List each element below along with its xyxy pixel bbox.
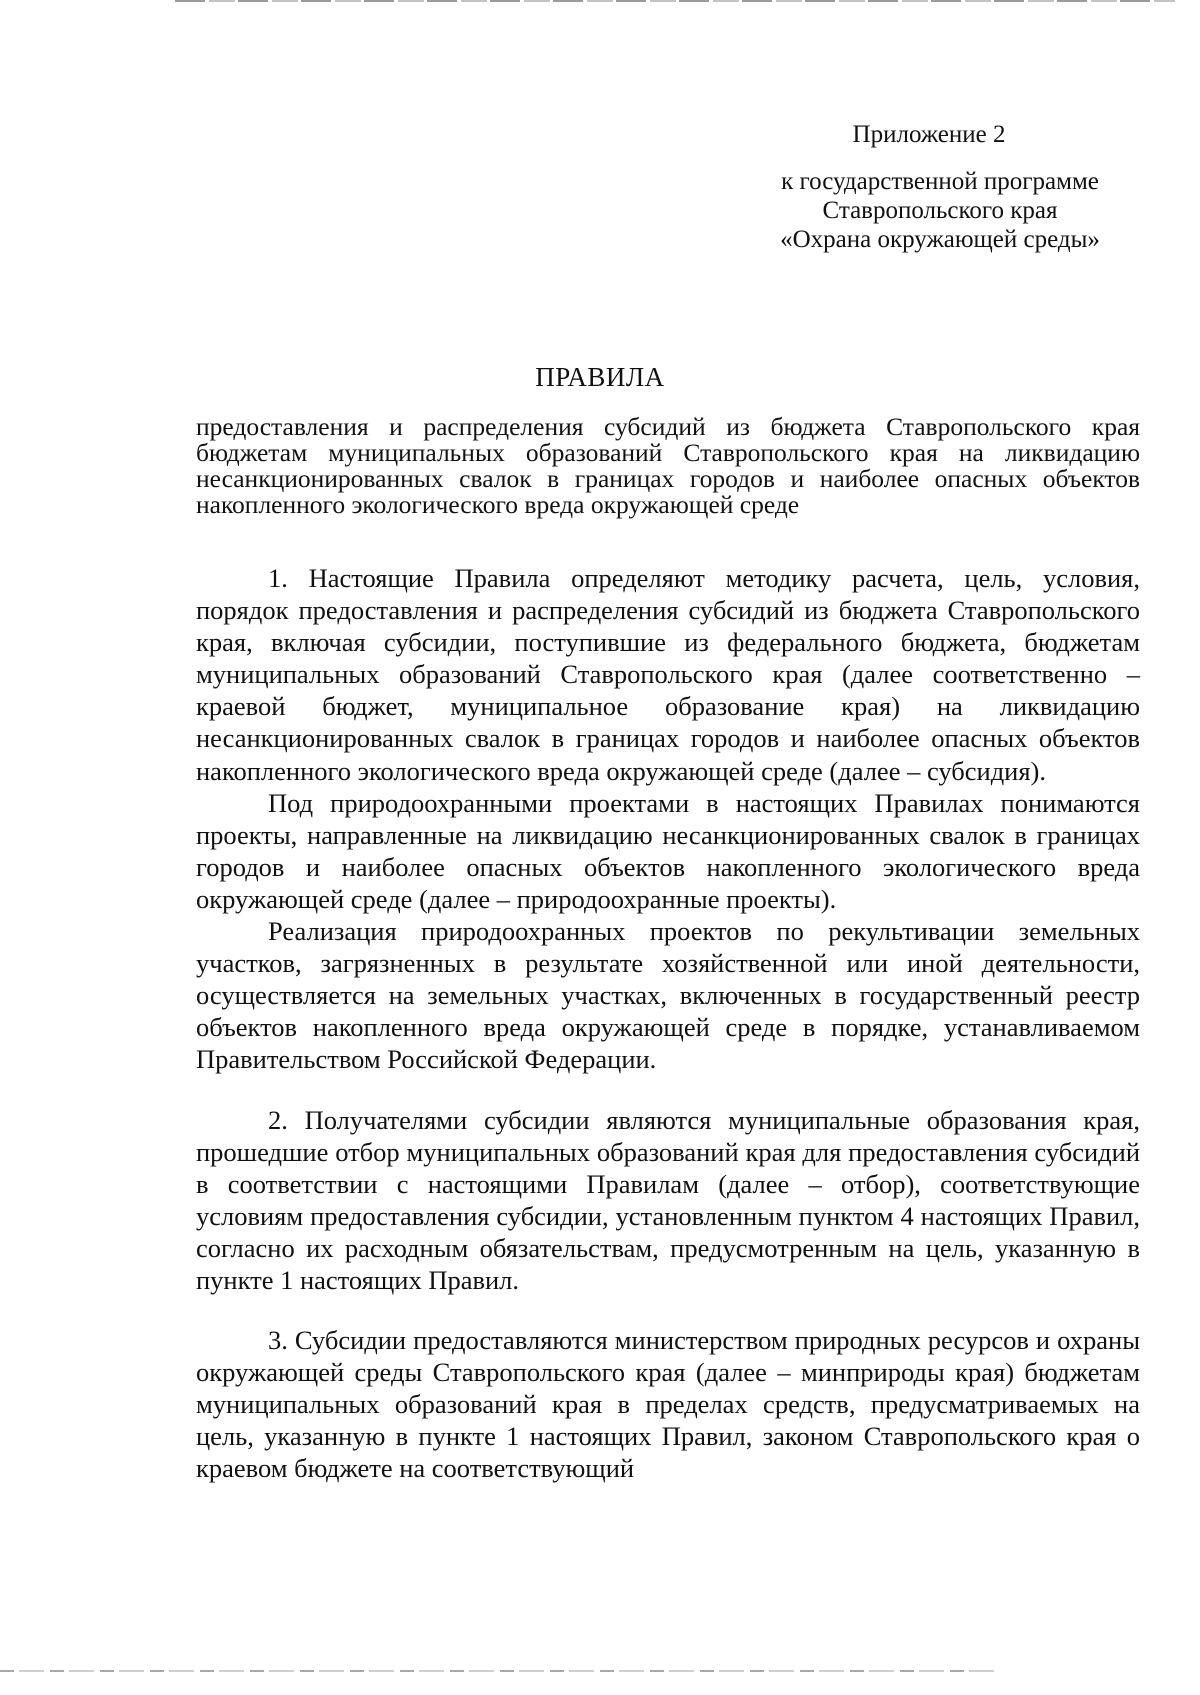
paragraph-4: 2. Получателями субсидии являются муниципальные образования края, прошедшие отбор муниципальных образований края для предоставления субсидий в соответствии с настоящими Правилам (далее – отбор), соответствующие условиям предоставления субсидии, установленным пунктом 4 настоящих Правил, согласно их расходным обязательствам, предусмотренным на цель, указанную в пункте 1 настоящих Правил. xyxy=(196,1104,1140,1295)
document-subtitle: предоставления и распределения субсидий из бюджета Ставропольского края бюджетам муниципальных образований Ставропольского края на ликвидацию несанкционированных свалок в границах городов и наиболее опасных объектов накопленного экологического вреда окружающей среде xyxy=(196,412,1140,519)
appendix-line-1: к государственной программе xyxy=(781,168,1099,195)
scan-artifact-top xyxy=(175,0,1175,2)
appendix-line-3: «Охрана окружающей среды» xyxy=(780,226,1100,253)
appendix-header xyxy=(760,120,1120,254)
appendix-title: Приложение 2 xyxy=(852,121,1006,148)
paragraph-1: 1. Настоящие Правила определяют методику расчета, цель, условия, порядок предоставления и распределения субсидий из бюджета Ставропольского края, включая субсидии, поступившие из федерального бюджета, бюджетам муниципальных образований Ставропольского края (далее соответственно – краевой бюджет, муниципальное образование края) на ликвидацию несанкционированных свалок в границах городов и наиболее опасных объектов накопленного экологического вреда окружающей среде (далее – субсидия). xyxy=(196,563,1140,786)
document-title: ПРАВИЛА xyxy=(535,362,665,392)
document-body xyxy=(196,562,1140,1485)
paragraph-5: 3. Субсидии предоставляются министерством природных ресурсов и охраны окружающей среды Ставропольского края (далее – минприроды края) бюджетам муниципальных образований края в пределах средств, предусматриваемых на цель, указанную в пункте 1 настоящих Правил, законом Ставропольского края о краевом бюджете на соответствующий xyxy=(196,1325,1140,1484)
paragraph-2: Под природоохранными проектами в настоящих Правилах понимаются проекты, направленные на ликвидацию несанкционированных свалок в границах городов и наиболее опасных объектов накопленного экологического вреда окружающей среде (далее – природоохранные проекты). xyxy=(196,787,1140,914)
scan-artifact-bottom xyxy=(0,1670,1000,1672)
appendix-line-2: Ставропольского края xyxy=(822,197,1058,224)
paragraph-3: Реализация природоохранных проектов по рекультивации земельных участков, загрязненных в результате хозяйственной или иной деятельности, осуществляется на земельных участках, включенных в государственный реестр объектов накопленного вреда окружающей среде в порядке, устанавливаемом Правительством Российской Федерации. xyxy=(196,916,1140,1075)
